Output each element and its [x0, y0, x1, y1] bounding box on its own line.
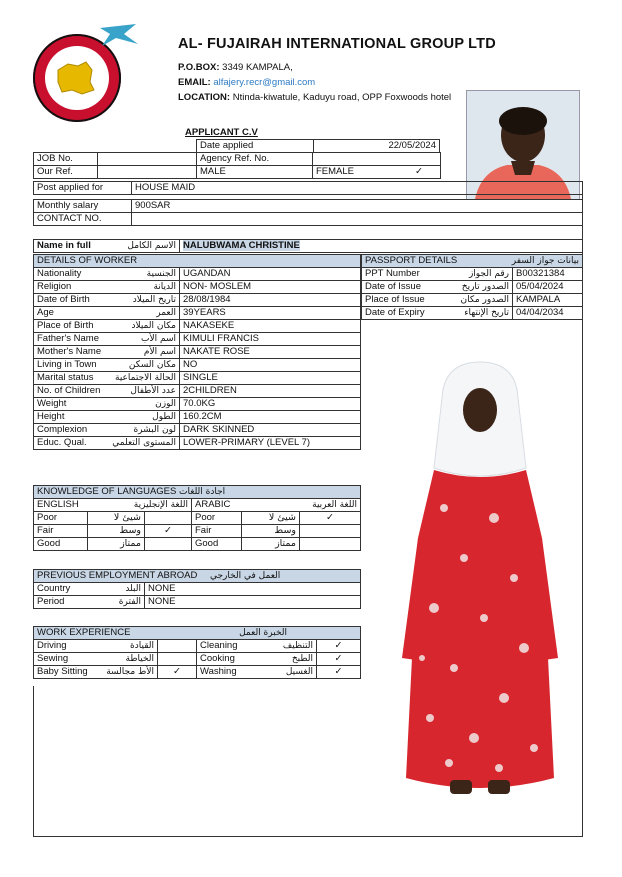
worker-row	[34, 307, 361, 320]
passport-field	[362, 281, 513, 294]
our-ref-label: Our Ref.	[34, 166, 98, 179]
company-name: AL- FUJAIRAH INTERNATIONAL GROUP LTD	[178, 36, 496, 52]
worker-field-label-ar: الجنسية	[146, 269, 176, 279]
work-skill	[34, 653, 158, 666]
arb-level-label: Fair	[192, 525, 242, 538]
work-skill-label-ar: الطبخ	[291, 654, 313, 664]
passport-field-label-ar: رقم الجواز	[468, 269, 509, 279]
worker-row	[34, 268, 361, 281]
worker-field-label-ar: الحالة الاجتماعية	[115, 373, 176, 383]
post-label: Post applied for	[34, 182, 132, 195]
work-skill	[34, 666, 158, 679]
arabic-label-ar: اللغة العربية	[312, 500, 357, 510]
worker-value: UGANDAN	[180, 268, 361, 281]
worker-value: NO	[180, 359, 361, 372]
country-label-cell	[34, 583, 145, 596]
work-skill-label: Washing	[200, 666, 237, 677]
worker-row	[34, 294, 361, 307]
page-frame-left	[33, 686, 34, 836]
page-frame-right	[582, 181, 583, 837]
worker-field-label-ar: اسم الأم	[143, 347, 176, 357]
worker-value: NAKASEKE	[180, 320, 361, 333]
email-link[interactable]: alfajery.recr@gmail.com	[213, 77, 316, 88]
arb-level-label-ar: شيئ لا	[242, 512, 300, 525]
eng-level-label: Fair	[34, 525, 88, 538]
worker-value: 160.2CM	[180, 411, 361, 424]
arb-level-label: Poor	[192, 512, 242, 525]
arabic-cell	[192, 499, 361, 512]
languages-table	[33, 485, 361, 551]
worker-field-label: Date of Birth	[37, 294, 90, 305]
contact-value	[132, 213, 583, 226]
worker-field-label: Nationality	[37, 268, 82, 279]
worker-field	[34, 307, 180, 320]
worker-value: DARK SKINNED	[180, 424, 361, 437]
worker-row	[34, 385, 361, 398]
eng-level-label: Poor	[34, 512, 88, 525]
passport-field-label: PPT Number	[365, 268, 420, 279]
arabic-label: ARABIC	[195, 499, 231, 510]
worker-value: NAKATE ROSE	[180, 346, 361, 359]
work-check-icon	[158, 653, 197, 666]
job-no-value	[98, 153, 197, 166]
passport-row	[362, 268, 583, 281]
country-value: NONE	[145, 583, 361, 596]
salary-value: 900SAR	[132, 200, 583, 213]
languages-header-ar: اجادة اللغات	[179, 487, 226, 497]
worker-value: 28/08/1984	[180, 294, 361, 307]
passport-row	[362, 281, 583, 294]
page-frame-bottom	[33, 836, 583, 837]
eng-level-label-ar: وسط	[88, 525, 145, 538]
language-level-row	[34, 538, 361, 551]
worker-header: DETAILS OF WORKER	[34, 255, 361, 268]
worker-field-label: Religion	[37, 281, 72, 292]
date-applied-table	[196, 139, 440, 153]
passport-value: KAMPALA	[513, 294, 583, 307]
name-value-cell	[180, 240, 583, 253]
language-level-row	[34, 525, 361, 538]
passport-field-label: Date of Issue	[365, 281, 421, 292]
work-row	[34, 666, 361, 679]
arb-check-icon	[300, 538, 361, 551]
female-cell	[313, 166, 441, 179]
passport-field-label-ar: تاريخ الإنتهاء	[464, 308, 509, 318]
work-check-icon: ✓	[317, 653, 361, 666]
name-table	[33, 239, 583, 253]
english-label: ENGLISH	[37, 499, 79, 510]
english-cell	[34, 499, 192, 512]
worker-field-label-ar: الطول	[152, 412, 176, 422]
worker-field-label-ar: المستوى التعلمي	[112, 438, 176, 448]
work-check-icon: ✓	[317, 640, 361, 653]
passport-field	[362, 268, 513, 281]
worker-row	[34, 281, 361, 294]
work-skill-label-ar: القيادة	[130, 641, 154, 651]
passport-field-label: Place of Issue	[365, 294, 425, 305]
worker-row	[34, 398, 361, 411]
worker-value: 39YEARS	[180, 307, 361, 320]
post-value: HOUSE MAID	[132, 182, 583, 195]
worker-field-label: Father's Name	[37, 333, 100, 344]
worker-row	[34, 424, 361, 437]
date-applied-label: Date applied	[197, 140, 314, 153]
period-label-cell	[34, 596, 145, 609]
worker-field-label: No. of Children	[37, 385, 101, 396]
male-label: MALE	[197, 166, 313, 179]
name-label-ar: الاسم الكامل	[127, 241, 176, 251]
worker-row	[34, 333, 361, 346]
work-header-ar: الخبرة العمل	[239, 628, 287, 638]
worker-value: KIMULI FRANCIS	[180, 333, 361, 346]
worker-field	[34, 268, 180, 281]
name-value: NALUBWAMA CHRISTINE	[183, 240, 300, 251]
worker-field	[34, 398, 180, 411]
worker-field-label-ar: مكان الميلاد	[131, 321, 176, 331]
job-no-label: JOB No.	[34, 153, 98, 166]
passport-value: B00321384	[513, 268, 583, 281]
country-label: Country	[37, 583, 71, 594]
passport-row	[362, 294, 583, 307]
worker-field-label: Marital status	[37, 372, 94, 383]
worker-row	[34, 372, 361, 385]
worker-field	[34, 359, 180, 372]
period-value: NONE	[145, 596, 361, 609]
company-contact	[178, 60, 451, 105]
gender-check-icon: ✓	[415, 166, 423, 177]
passport-value: 04/04/2034	[513, 307, 583, 320]
passport-field	[362, 307, 513, 320]
employment-header-ar: العمل في الخارجي	[209, 571, 281, 581]
name-label-cell	[34, 240, 180, 253]
languages-header: KNOWLEDGE OF LANGUAGES	[37, 486, 177, 497]
worker-field-label-ar: عدد الأطفال	[130, 386, 176, 396]
agency-ref-label: Agency Ref. No.	[197, 153, 313, 166]
arb-level-label-ar: وسط	[242, 525, 300, 538]
eng-check-icon: ✓	[145, 525, 192, 538]
passport-row	[362, 307, 583, 320]
work-skill-label: Baby Sitting	[37, 666, 88, 677]
employment-table	[33, 569, 361, 609]
work-check-icon: ✓	[317, 666, 361, 679]
arb-level-label-ar: ممتاز	[242, 538, 300, 551]
worker-table	[33, 254, 361, 450]
worker-field	[34, 346, 180, 359]
arb-check-icon: ✓	[300, 512, 361, 525]
date-applied-value: 22/05/2024	[314, 140, 440, 153]
worker-field-label-ar: مكان السكن	[128, 360, 176, 370]
salary-label: Monthly salary	[34, 200, 132, 213]
worker-field-label-ar: تاريخ الميلاد	[132, 295, 176, 305]
worker-field	[34, 294, 180, 307]
passport-field-label-ar: الصدور مكان	[460, 295, 509, 305]
pobox-label: P.O.BOX:	[178, 62, 220, 73]
worker-value: SINGLE	[180, 372, 361, 385]
worker-row	[34, 346, 361, 359]
worker-value: LOWER-PRIMARY (LEVEL 7)	[180, 437, 361, 450]
worker-field-label: Complexion	[37, 424, 88, 435]
our-ref-value	[98, 166, 197, 179]
worker-field-label-ar: الوزن	[155, 399, 176, 409]
employment-header: PREVIOUS EMPLOYMENT ABROAD	[37, 570, 198, 581]
passport-header: PASSPORT DETAILS	[365, 255, 458, 266]
job-ref-table	[33, 152, 441, 179]
pobox-value: 3349 KAMPALA,	[222, 62, 293, 73]
worker-field	[34, 333, 180, 346]
period-label: Period	[37, 596, 65, 607]
languages-header-cell	[34, 486, 361, 499]
worker-field-label: Living in Town	[37, 359, 97, 370]
worker-field-label-ar: لون البشرة	[133, 425, 176, 435]
passport-header-cell	[362, 255, 583, 268]
period-label-ar: الفترة	[118, 597, 141, 607]
worker-field-label-ar: العمر	[156, 308, 176, 318]
logo-emblem-icon	[6, 20, 148, 124]
work-row	[34, 653, 361, 666]
eng-level-label: Good	[34, 538, 88, 551]
work-skill-label: Driving	[37, 640, 67, 651]
passport-field-label: Date of Expiry	[365, 307, 425, 318]
worker-field	[34, 411, 180, 424]
worker-field	[34, 385, 180, 398]
worker-field	[34, 437, 180, 450]
work-skill-label-ar: الغسيل	[285, 667, 313, 677]
arb-level-label: Good	[192, 538, 242, 551]
worker-value: 70.0KG	[180, 398, 361, 411]
work-skill-label-ar: الخياطة	[125, 654, 154, 664]
eng-level-label-ar: ممتاز	[88, 538, 145, 551]
agency-ref-value	[313, 153, 441, 166]
eng-check-icon	[145, 512, 192, 525]
worker-row	[34, 359, 361, 372]
work-header-cell	[34, 627, 361, 640]
company-logo	[6, 20, 148, 124]
passport-value: 05/04/2024	[513, 281, 583, 294]
worker-field	[34, 320, 180, 333]
work-skill-label: Cleaning	[200, 640, 238, 651]
worker-row	[34, 320, 361, 333]
email-label: EMAIL:	[178, 77, 211, 88]
work-skill	[34, 640, 158, 653]
location-value: Ntinda-kiwatule, Kaduyu road, OPP Foxwoods hotel	[232, 92, 452, 103]
worker-field-label-ar: اسم الأب	[141, 334, 176, 344]
passport-table	[361, 254, 583, 320]
work-row	[34, 640, 361, 653]
name-label: Name in full	[37, 240, 91, 251]
eng-check-icon	[145, 538, 192, 551]
work-skill-label: Sewing	[37, 653, 69, 664]
work-check-icon: ✓	[158, 666, 197, 679]
worker-field-label: Weight	[37, 398, 67, 409]
full-body-photo	[394, 358, 566, 822]
worker-field-label: Height	[37, 411, 65, 422]
worker-field-label: Place of Birth	[37, 320, 94, 331]
female-label: FEMALE	[316, 166, 355, 177]
work-check-icon	[158, 640, 197, 653]
worker-field-label: Mother's Name	[37, 346, 102, 357]
work-skill	[197, 653, 317, 666]
country-label-ar: البلد	[125, 584, 141, 594]
work-skill	[197, 666, 317, 679]
post-table	[33, 181, 583, 195]
worker-row	[34, 437, 361, 450]
worker-value: NON- MOSLEM	[180, 281, 361, 294]
worker-field-label: Age	[37, 307, 54, 318]
cv-title: APPLICANT C.V	[185, 127, 258, 138]
worker-value: 2CHILDREN	[180, 385, 361, 398]
english-label-ar: اللغة الإنجليزية	[133, 500, 188, 510]
eng-level-label-ar: شيئ لا	[88, 512, 145, 525]
location-label: LOCATION:	[178, 92, 231, 103]
work-skill-label: Cooking	[200, 653, 235, 664]
contact-label: CONTACT NO.	[34, 213, 132, 226]
work-skill-label-ar: الأط مجالسة	[106, 667, 154, 677]
worker-field	[34, 424, 180, 437]
work-header: WORK EXPERIENCE	[37, 627, 131, 638]
salary-table	[33, 199, 583, 226]
work-skill	[197, 640, 317, 653]
language-level-row	[34, 512, 361, 525]
work-table	[33, 626, 361, 679]
worker-field-label-ar: الديانة	[153, 282, 176, 292]
passport-field-label-ar: الصدور تاريخ	[461, 282, 509, 292]
worker-field	[34, 372, 180, 385]
passport-field	[362, 294, 513, 307]
employment-header-cell	[34, 570, 361, 583]
work-skill-label-ar: التنظيف	[282, 641, 313, 651]
passport-header-ar: بيانات جواز السفر	[511, 256, 579, 266]
worker-field-label: Educ. Qual.	[37, 437, 87, 448]
arb-check-icon	[300, 525, 361, 538]
worker-row	[34, 411, 361, 424]
worker-field	[34, 281, 180, 294]
